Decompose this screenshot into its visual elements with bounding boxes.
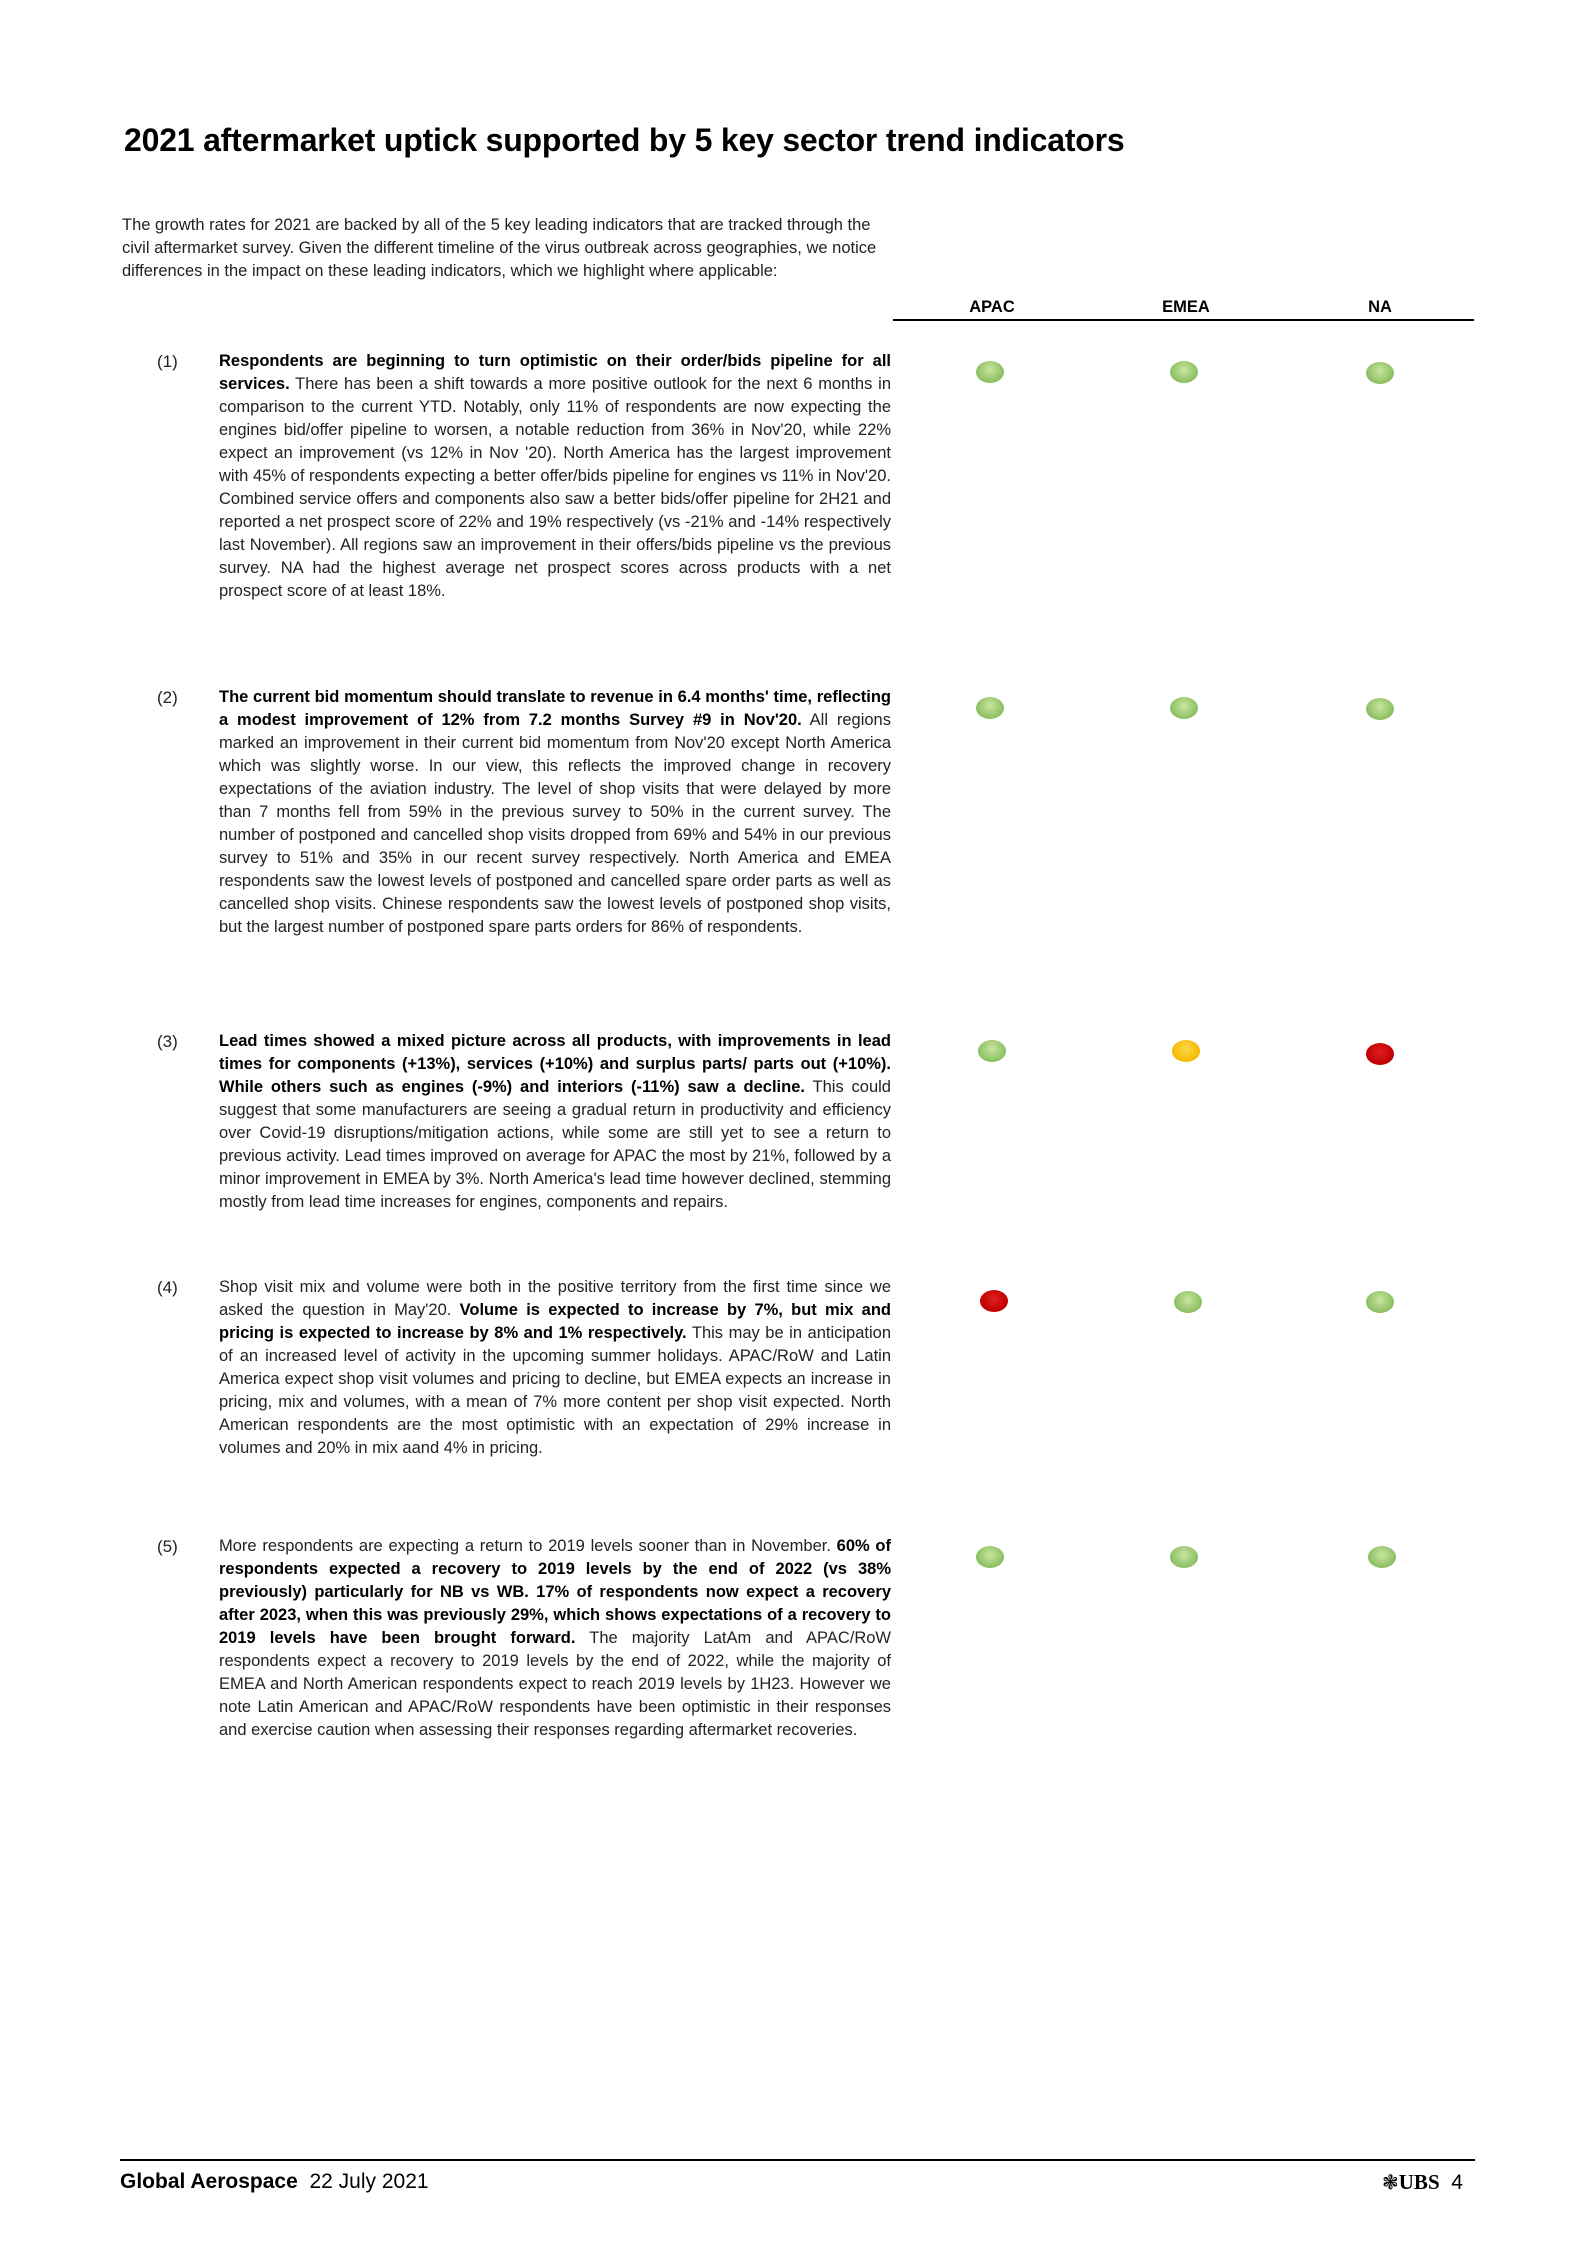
item-number: (3)	[157, 1032, 178, 1051]
status-dot-na-3	[1366, 1043, 1394, 1065]
intro-paragraph: The growth rates for 2021 are backed by all of the 5 key leading indicators that are tracked through the civil aftermarket survey. Given the different timeline of the virus outbreak across geographies, we notice differences in the impact on these leading indicators, which we highlight where applicable:	[122, 216, 877, 280]
indicator-bold-lead: The current bid momentum should translate to revenue in 6.4 months' time, reflecting a modest improvement of 12% from 7.2 months Survey #9 in Nov'20.	[219, 688, 891, 729]
ubs-logo: UBS	[1398, 2170, 1440, 2194]
status-dot-emea-5	[1170, 1546, 1198, 1568]
footer-publication	[120, 2170, 429, 2194]
footer-branding	[1382, 2170, 1463, 2195]
status-dot-na-1	[1366, 362, 1394, 384]
status-dot-apac-4	[980, 1290, 1008, 1312]
item-number: (5)	[157, 1537, 178, 1556]
item-number: (4)	[157, 1278, 178, 1297]
indicator-paragraph-4	[219, 1276, 891, 1460]
publication-name: Global Aerospace	[120, 2170, 298, 2193]
status-dot-apac-5	[976, 1546, 1004, 1568]
indicator-bold-lead: Lead times showed a mixed picture across all products, with improvements in lead times for components (+13%), services (+10%) and surplus parts/ parts out (+10%). While others such as engines (-9%) and interiors (-11%) saw a decline.	[219, 1032, 891, 1096]
indicator-bold-lead: Respondents are beginning to turn optimistic on their order/bids pipeline for all services.	[219, 352, 891, 393]
indicator-paragraph-1	[219, 350, 891, 603]
page-number: 4	[1451, 2171, 1463, 2194]
footer-rule	[120, 2159, 1475, 2161]
column-header-apac: APAC	[969, 298, 1015, 316]
ubs-keys-icon: ❃	[1382, 2172, 1399, 2194]
status-dot-emea-1	[1170, 361, 1198, 383]
status-dot-apac-2	[976, 697, 1004, 719]
status-dot-na-4	[1366, 1291, 1394, 1313]
indicator-bold-mid: Volume is expected to increase by 7%, but mix and pricing is expected to increase by 8% and 1% respectively.	[219, 1301, 891, 1342]
indicator-lead: Shop visit mix and volume were both in the positive territory from the first time since we asked the question in May'20.	[219, 1278, 891, 1319]
status-dot-apac-3	[978, 1040, 1006, 1062]
status-dot-na-5	[1368, 1546, 1396, 1568]
indicator-body: All regions marked an improvement in their current bid momentum from Nov'20 except North America which was slightly worse. In our view, this reflects the improved change in recovery expectations of the aviation industry. The level of shop visits that were delayed by more than 7 months fell from 59% in the previous survey to 50% in the current survey. The number of postponed and cancelled shop visits dropped from 69% and 54% in our previous survey to 51% and 35% in our recent survey respectively. North America and EMEA respondents saw the lowest levels of postponed and cancelled spare order parts as well as cancelled shop visits. Chinese respondents saw the lowest levels of postponed shop visits, but the largest number of postponed spare parts orders for 86% of respondents.	[219, 711, 891, 936]
status-dot-apac-1	[976, 361, 1004, 383]
indicator-paragraph-5	[219, 1535, 891, 1742]
indicator-body: The majority LatAm and APAC/RoW respondents expect a recovery to 2019 levels by the end of 2022, while the majority of EMEA and North American respondents expect to reach 2019 levels by 1H23. However we note Latin American and APAC/RoW respondents have been optimistic in their responses and exercise caution when assessing their responses regarding aftermarket recoveries.	[219, 1629, 891, 1739]
column-header-na: NA	[1368, 298, 1392, 316]
page-title: 2021 aftermarket uptick supported by 5 key sector trend indicators	[124, 122, 1125, 158]
column-header-rule	[893, 319, 1474, 321]
column-header-emea: EMEA	[1162, 298, 1210, 316]
status-dot-emea-3	[1172, 1040, 1200, 1062]
item-number: (1)	[157, 352, 178, 371]
indicator-body: There has been a shift towards a more positive outlook for the next 6 months in comparison to the current YTD. Notably, only 11% of respondents are now expecting the engines bid/offer pipeline to worsen, a notable reduction from 36% in Nov'20, while 22% expect an improvement (vs 12% in Nov '20). North America has the largest improvement with 45% of respondents expecting a better offer/bids pipeline for engines vs 11% in Nov'20. Combined service offers and components also saw a better bids/offer pipeline for 2H21 and reported a net prospect score of 22% and 19% respectively (vs -21% and -14% respectively last November). All regions saw an improvement in their offers/bids pipeline vs the previous survey. NA had the highest average net prospect scores across products with a net prospect score of at least 18%.	[219, 375, 891, 600]
indicator-body: This may be in anticipation of an increased level of activity in the upcoming summer holidays. APAC/RoW and Latin America expect shop visit volumes and pricing to decline, but EMEA expects an increase in pricing, mix and volumes, with a mean of 7% more content per shop visit expected. North American respondents are the most optimistic with an expectation of 29% increase in volumes and 20% in mix aand 4% in pricing.	[219, 1324, 891, 1457]
item-number: (2)	[157, 688, 178, 707]
indicator-paragraph-3	[219, 1030, 891, 1214]
status-dot-emea-2	[1170, 697, 1198, 719]
indicator-paragraph-2	[219, 686, 891, 939]
publication-date: 22 July 2021	[309, 2170, 429, 2193]
indicator-lead: More respondents are expecting a return to 2019 levels sooner than in November.	[219, 1537, 837, 1555]
status-dot-na-2	[1366, 698, 1394, 720]
indicator-body: This could suggest that some manufacturers are seeing a gradual return in productivity and efficiency over Covid-19 disruptions/mitigation actions, while some are still yet to see a return to previous activity. Lead times improved on average for APAC the most by 21%, followed by a minor improvement in EMEA by 3%. North America's lead time however declined, stemming mostly from lead time increases for engines, components and repairs.	[219, 1078, 891, 1211]
status-dot-emea-4	[1174, 1291, 1202, 1313]
indicator-bold-mid: 60% of respondents expected a recovery to 2019 levels by the end of 2022 (vs 38% previously) particularly for NB vs WB. 17% of respondents now expect a recovery after 2023, when this was previously 29%, which shows expectations of a recovery to 2019 levels have been brought forward.	[219, 1537, 891, 1647]
